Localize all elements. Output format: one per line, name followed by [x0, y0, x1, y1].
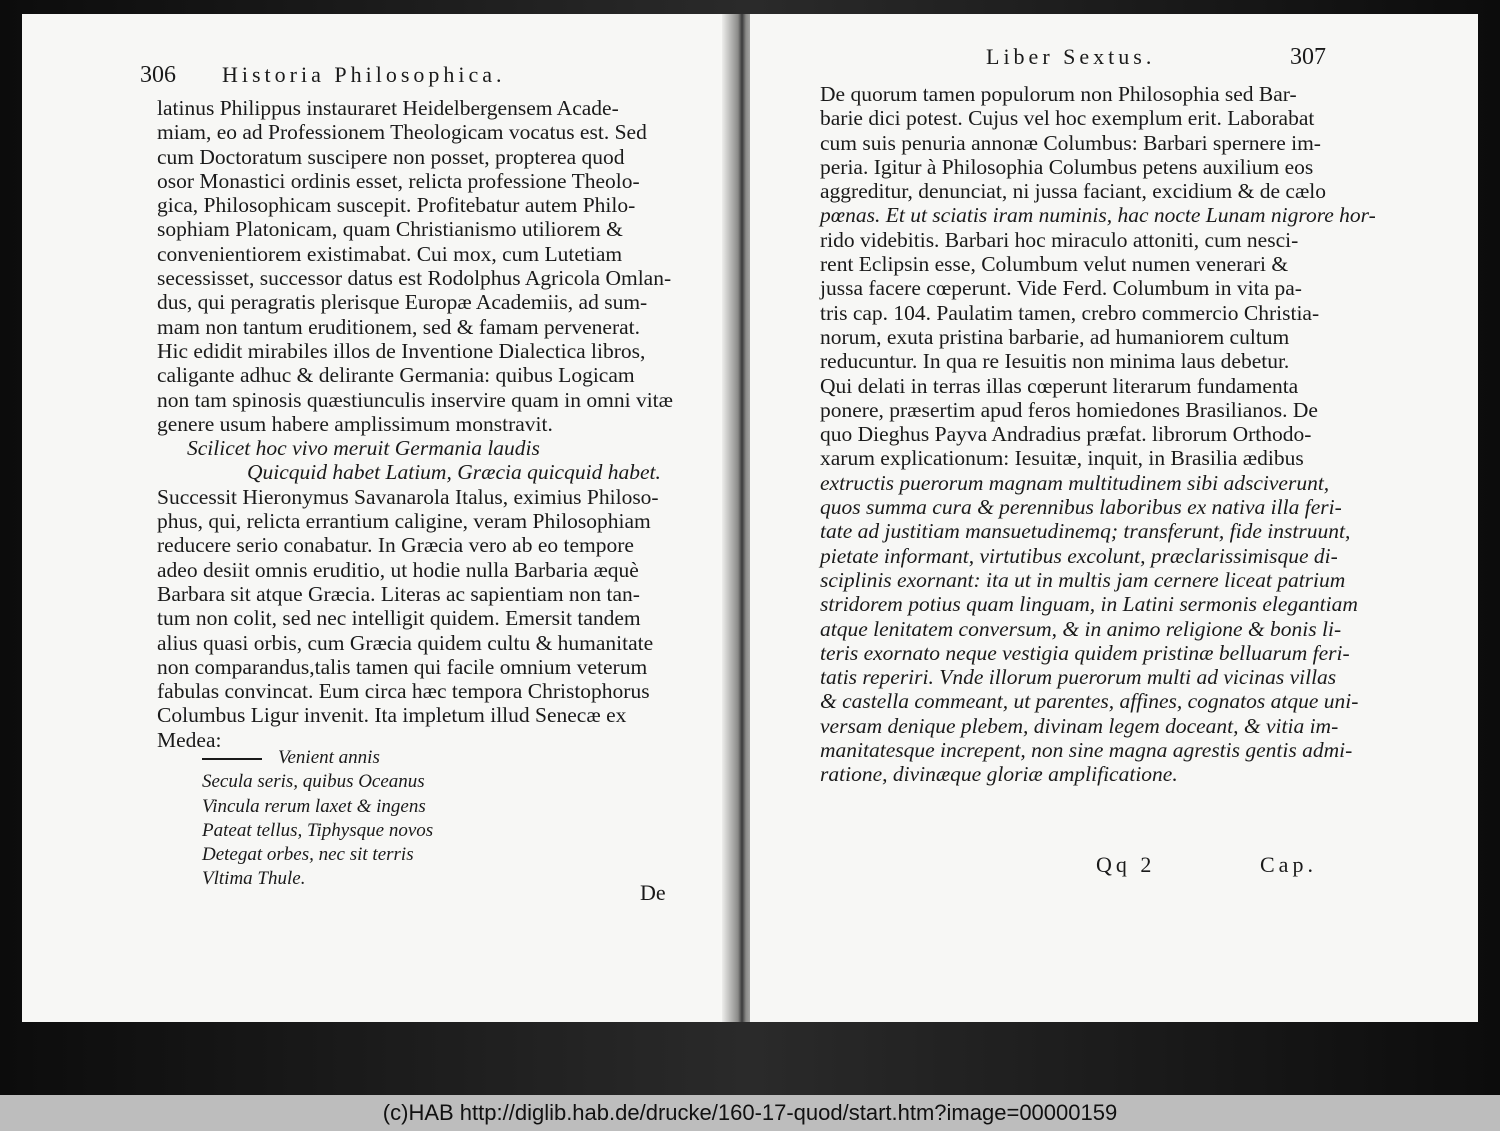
text-line: xarum explicationum: Iesuitæ, inquit, in Brasilia ædibus — [820, 446, 1304, 471]
text-line: stridorem potius quam linguam, in Latini sermonis elegantiam — [820, 592, 1358, 617]
left-body-text — [157, 96, 677, 752]
text-line: dus, qui peragratis plerisque Europæ Academiis, ad sum- — [157, 290, 648, 315]
text-line: tate ad justitiam mansuetudinemq; transferunt, fide instruunt, — [820, 519, 1351, 544]
poem-line: Vincula rerum laxet & ingens — [202, 795, 426, 817]
catchword-right: Cap. — [1260, 852, 1317, 877]
left-page — [22, 14, 734, 1022]
text-line: & castella commeant, ut parentes, affines, cognatos atque uni- — [820, 689, 1359, 714]
catchword-left: De — [640, 880, 666, 905]
text-line: atque lenitatem conversum, & in animo religione & bonis li- — [820, 616, 1342, 641]
page-number-right: 307 — [1290, 44, 1326, 70]
text-line: rido videbitis. Barbari hoc miraculo attoniti, cum nesci- — [820, 227, 1299, 252]
text-line: non comparandus,talis tamen qui facile omnium veterum — [157, 654, 648, 679]
text-line: aggreditur, denunciat, ni jussa faciant, excidium & de cælo — [820, 179, 1327, 204]
text-line: ratione, divinæque gloriæ amplificatione. — [820, 762, 1178, 787]
text-line: fabulas convincat. Eum circa hæc tempora Christophorus — [157, 679, 650, 704]
text-line: tatis reperiri. Vnde illorum puerorum multi ad vicinas villas — [820, 665, 1337, 690]
text-line: peria. Igitur à Philosophia Columbus petens auxilium eos — [820, 154, 1314, 179]
text-line: non tam spinosis quæstiunculis inservire quam in omni vitæ — [157, 387, 673, 412]
text-line: adeo desiit omnis eruditio, ut hodie nulla Barbaria æquè — [157, 557, 639, 582]
signature-mark: Qq 2 — [1096, 852, 1156, 877]
text-line: cum Doctoratum suscipere non posset, propterea quod — [157, 144, 625, 169]
text-line: phus, qui, relicta errantium caligine, veram Philosophiam — [157, 509, 651, 534]
poem-line: Vltima Thule. — [202, 868, 306, 890]
text-line: extructis puerorum magnam multitudinem sibi adsciverunt, — [820, 470, 1330, 495]
poem-line: Detegat orbes, nec sit terris — [202, 844, 414, 866]
text-line: Barbara sit atque Græcia. Literas ac sapientiam non tan- — [157, 581, 640, 606]
text-line: teris exornato neque vestigia quidem pristinæ belluarum feri- — [820, 640, 1350, 665]
text-line: ponere, præsertim apud feros homiedones Brasilianos. De — [820, 397, 1318, 422]
seneca-poem — [202, 746, 433, 892]
text-line: genere usum habere amplissimum monstravit. — [157, 411, 553, 436]
text-line: sophiam Platonicam, quam Christianismo utiliorem & — [157, 217, 623, 242]
text-line: jussa facere cœperunt. Vide Ferd. Columbum in vita pa- — [820, 276, 1302, 301]
text-line: rent Eclipsin esse, Columbum velut numen venerari & — [820, 252, 1289, 277]
poem-dash — [202, 758, 262, 760]
text-line: norum, exuta pristina barbarie, ad humaniorem cultum — [820, 324, 1290, 349]
text-line: latinus Philippus instauraret Heidelbergensem Acade- — [157, 96, 619, 120]
text-line: miam, eo ad Professionem Theologicam vocatus est. Sed — [157, 120, 647, 145]
text-line: Hic edidit mirabiles illos de Inventione Dialectica libros, — [157, 338, 646, 363]
text-line: pœnas. Et ut sciatis iram numinis, hac nocte Lunam nigrore hor- — [820, 203, 1376, 228]
poem-line: Venient annis — [278, 747, 380, 768]
text-line: pietate informant, virtutibus excolunt, præclarissimisque di- — [820, 543, 1338, 568]
verse-line: Scilicet hoc vivo meruit Germania laudis — [187, 436, 540, 461]
text-line: Columbus Ligur invenit. Ita impletum illud Senecæ ex — [157, 703, 627, 728]
text-line: quo Dieghus Payva Andradius præfat. librorum Orthodo- — [820, 422, 1312, 447]
text-line: Medea: — [157, 727, 222, 752]
text-line: versam denique plebem, divinam legem doceant, & vitia im- — [820, 713, 1339, 738]
text-line: tris cap. 104. Paulatim tamen, crebro commercio Christia- — [820, 300, 1320, 325]
poem-line: Secula seris, quibus Oceanus — [202, 771, 425, 793]
text-line: cum suis penuria annonæ Columbus: Barbari spernere im- — [820, 130, 1321, 155]
right-body-text — [820, 82, 1376, 787]
text-line: quos summa cura & perennibus laboribus ex nativa illa feri- — [820, 495, 1342, 520]
copyright-footer: (c)HAB http://diglib.hab.de/drucke/160-17-quod/start.htm?image=00000159 — [0, 1095, 1500, 1131]
running-head-right: Liber Sextus. — [986, 44, 1156, 69]
text-line: Successit Hieronymus Savanarola Italus, eximius Philoso- — [157, 484, 659, 509]
page-number-left: 306 — [140, 62, 176, 88]
text-line: barie dici potest. Cujus vel hoc exemplum erit. Laborabat — [820, 106, 1315, 131]
poem-line: Pateat tellus, Tiphysque novos — [202, 819, 434, 841]
verse-line: Quicquid habet Latium, Græcia quicquid habet. — [247, 460, 661, 485]
text-line: sciplinis exornant: ita ut in multis jam cernere liceat patrium — [820, 567, 1346, 592]
text-line: reducuntur. In qua re Iesuitis non minima laus debetur. — [820, 349, 1290, 374]
text-line: caligante adhuc & delirante Germania: quibus Logicam — [157, 363, 635, 388]
text-line: gica, Philosophicam suscepit. Profitebatur autem Philo- — [157, 193, 636, 218]
text-line: osor Monastici ordinis esset, relicta professione Theolo- — [157, 168, 640, 193]
text-line: convenientiorem existimabat. Cui mox, cum Lutetiam — [157, 241, 623, 266]
text-line: manitatesque increpent, non sine magna agrestis gentis admi- — [820, 738, 1353, 763]
text-line: Qui delati in terras illas cœperunt literarum fundamenta — [820, 373, 1299, 398]
right-page — [750, 14, 1478, 1022]
text-line: reducere serio conabatur. In Græcia vero ab eo tempore — [157, 533, 634, 558]
text-line: alius quasi orbis, cum Græcia quidem cultu & humanitate — [157, 630, 654, 655]
text-line: De quorum tamen populorum non Philosophia sed Bar- — [820, 82, 1297, 106]
running-head-left: Historia Philosophica. — [222, 62, 506, 87]
text-line: tum non colit, sed nec intelligit quidem. Emersit tandem — [157, 606, 641, 631]
text-line: secessisset, successor datus est Rodolphus Agricola Omlan- — [157, 266, 672, 291]
text-line: mam non tantum eruditionem, sed & famam pervenerat. — [157, 314, 641, 339]
